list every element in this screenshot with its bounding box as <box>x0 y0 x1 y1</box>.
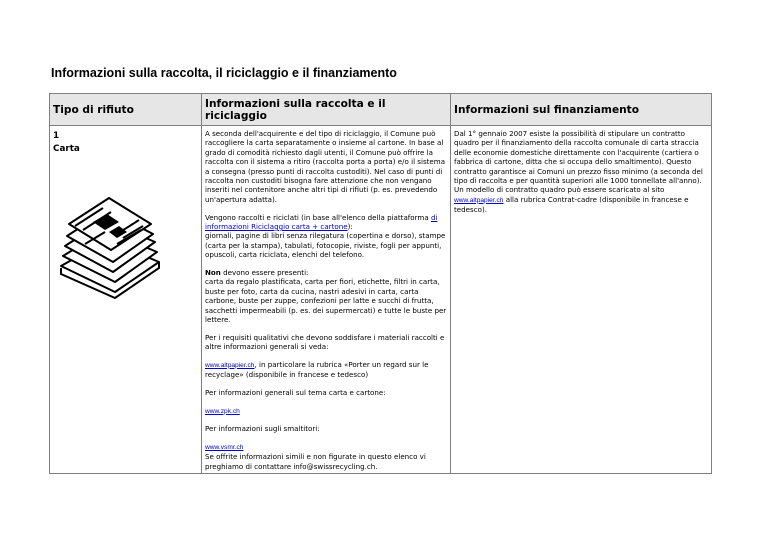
financing-info-cell <box>451 126 712 474</box>
quality-requirements-text: Per i requisiti qualitativi che devono soddisfare i materiali raccolti e altre informazioni generali si veda: <box>205 332 445 352</box>
excluded-heading-rest: devono essere presenti: <box>220 267 309 277</box>
zpk-block <box>205 406 447 416</box>
riciclaggio-platform-link[interactable]: di informazioni Riciclaggio carta + cartone <box>205 212 438 231</box>
header-waste-type: Tipo di rifiuto <box>50 94 202 126</box>
excluded-materials-list: carta da regalo plastificata, carta per fiori, etichette, filtri in carta, buste per foto, carta da cucina, nastri adesivi in carta, carta carbone, buste per zuppe, confezioni per latte e succhi di frutta, sacchetti impermeabili (p. es. dei supermercati) e tutte le buste per lettere. <box>205 277 447 324</box>
vsmr-block <box>205 442 447 471</box>
financing-altpapier-link[interactable]: www.altpapier.ch <box>454 196 504 204</box>
disposers-info-text: Per informazioni sugli smaltitori: <box>205 424 320 434</box>
general-info-text: Per informazioni generali sul tema carta e cartone: <box>205 387 386 397</box>
accepted-colon: ): <box>347 221 353 231</box>
contact-text: Se offrite informazioni simili e non figurate in questo elenco vi preghiamo di contattare info@swissrecycling.ch. <box>205 452 426 471</box>
accepted-intro-text: Vengono raccolti e riciclati (in base all'elenco della piattaforma <box>205 212 431 222</box>
accepted-materials-block <box>205 213 447 260</box>
vsmr-link[interactable]: www.vsmr.ch <box>205 443 244 451</box>
table-row <box>50 126 712 474</box>
header-financing-info: Informazioni sul finanziamento <box>451 94 712 126</box>
excluded-materials-block <box>205 268 447 324</box>
altpapier-link[interactable]: www.altpapier.ch <box>205 361 255 369</box>
header-collection-info: Informazioni sulla raccolta e il riciclaggio <box>202 94 451 126</box>
financing-text: Dal 1° gennaio 2007 esiste la possibilità di stipulare un contratto quadro per il finanziamento della raccolta comunale di carta straccia delle economie domestiche direttamente con l'acquirente (cartiera o fabbrica di cartone, ditta che si occupa dello smaltimento). Questo contratto garantisce ai Comuni un prezzo fisso minimo (a seconda del tipo di raccolta e per quantità superiori alle 1000 tonnellate all'anno). Un modello di contratto quadro può essere scaricato al sito <box>454 129 703 195</box>
waste-number: 1 <box>53 131 60 141</box>
stacked-paper-icon <box>55 188 165 300</box>
financing-text-block <box>454 129 708 215</box>
waste-type-cell <box>50 126 202 474</box>
altpapier-desc: , in particolare la rubrica «Porter un regard sur le recyclage» (disponibile in francese e tedesco) <box>205 359 429 380</box>
accepted-materials-list: giornali, pagine di libri senza rilegatura (copertina e dorso), stampe (carta per la stampa), tabulati, fotocopie, riviste, fogli per appunti, opuscoli, carta riciclata, elenchi del telefono. <box>205 231 446 260</box>
waste-type-name: Carta <box>53 143 80 154</box>
financing-text-end: alla rubrica Contrat-cadre (disponibile in francese e tedesco). <box>454 194 689 215</box>
collection-intro-text: A seconda dell'acquirente e del tipo di riciclaggio, il Comune può raccogliere la carta separatamente o insieme al cartone. In base al grado di comodità richiesto dagli utenti, il Comune può offrire la raccolta con il sistema a ritiro (raccolta porta a porta) e/o il sistema a consegna (presso punti di raccolta custoditi). Nel caso di punti di raccolta non custoditi bisogna fare attenzione che non vengano inseriti nel contenitore anche altri tipi di rifiuti (p. es. prevedendo un'apertura adatta). <box>205 129 446 204</box>
excluded-heading-bold: Non <box>205 267 221 277</box>
waste-info-table <box>49 93 712 474</box>
altpapier-block <box>205 360 447 380</box>
page-title: Informazioni sulla raccolta, il riciclaggio e il finanziamento <box>51 66 397 80</box>
collection-info-cell <box>202 126 451 474</box>
table-header-row <box>50 94 712 126</box>
zpk-link[interactable]: www.zpk.ch <box>205 407 240 415</box>
